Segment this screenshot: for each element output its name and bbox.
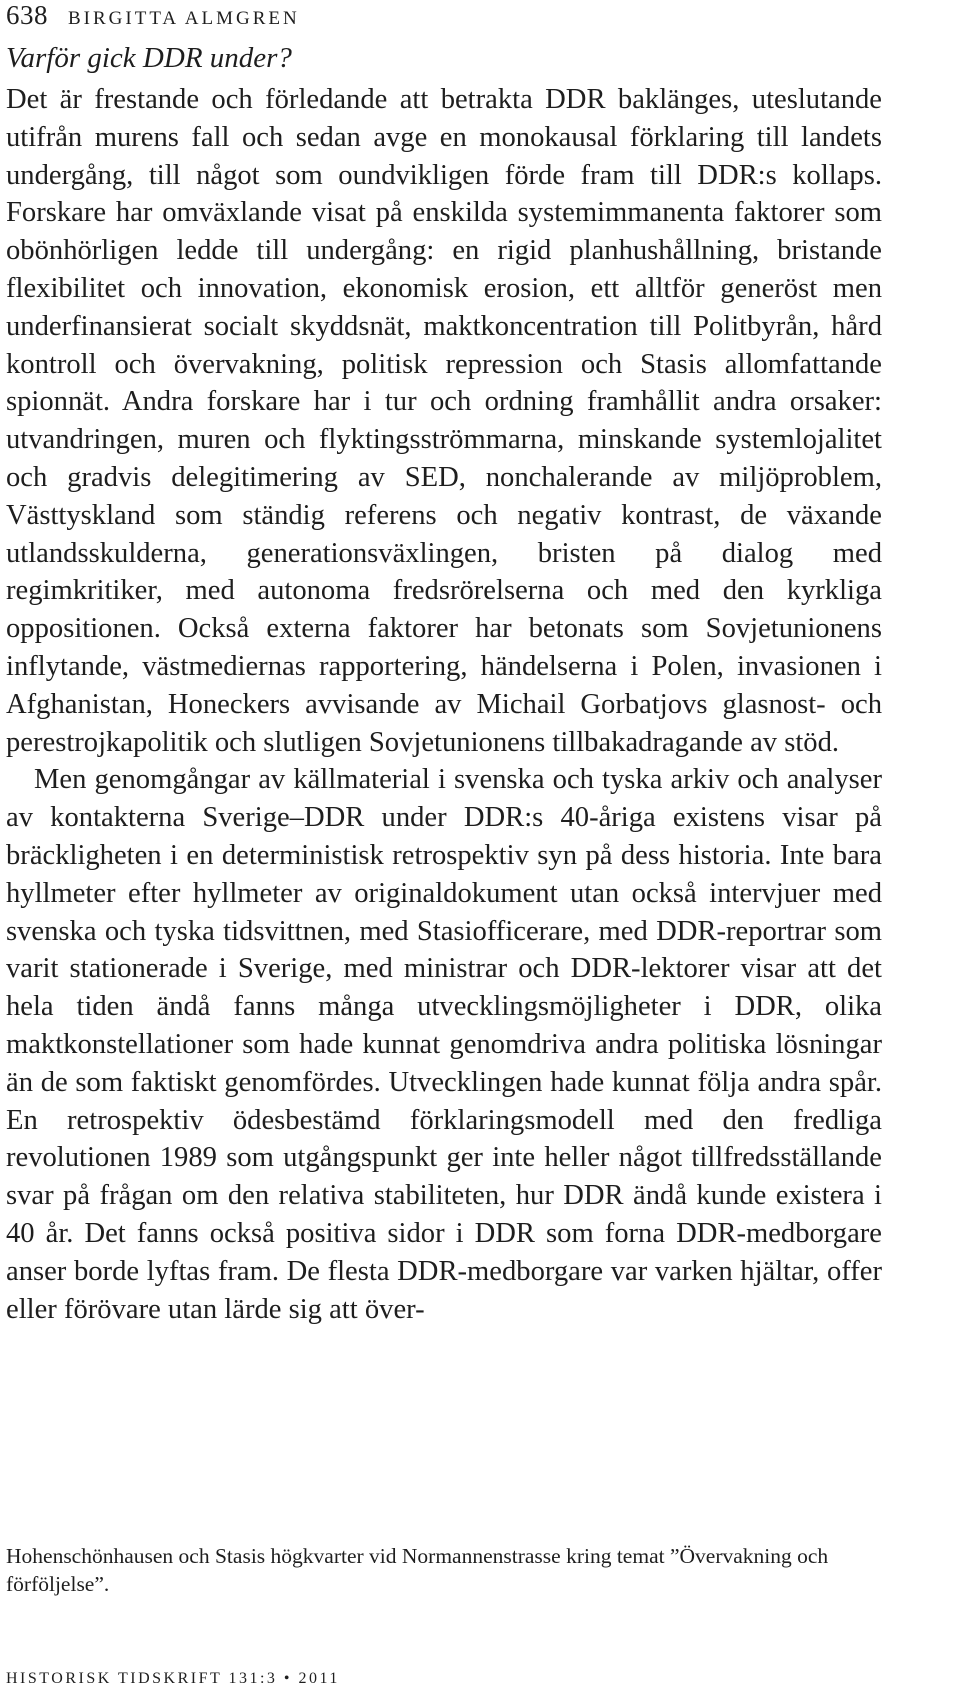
body-text xyxy=(6,81,882,1328)
page-header xyxy=(6,0,300,36)
section-heading: Varför gick DDR under? xyxy=(6,42,292,74)
page-footer: HISTORISK TIDSKRIFT 131:3 • 2011 xyxy=(6,1670,340,1687)
footnote: Hohenschönhausen och Stasis högkvarter vid Normannenstrasse kring temat ”Övervakning och förföljelse”. xyxy=(6,1544,829,1596)
paragraph-1: Det är frestande och förledande att betrakta DDR baklänges, uteslutande utifrån murens fall och sedan avge en monokausal förklaring till landets undergång, till något som oundvikligen förde fram till DDR:s kollaps. Forskare har omväxlande visat på enskilda systemimmanenta faktorer som obönhörligen ledde till undergång: en rigid planhushållning, bristande flexibilitet och innovation, ekonomisk erosion, ett alltför generöst men underfinansierat socialt skyddsnät, maktkoncentration till Politbyrån, hård kontroll och övervakning, politisk repression och Stasis allomfattande spionnät. Andra forskare har i tur och ordning framhållit andra orsaker: utvandringen, muren och flyktingsströmmarna, minskande systemlojalitet och gradvis delegitimering av SED, nonchalerande av miljöproblem, Västtyskland som ständig referens och negativ kontrast, de växande utlandsskulderna, generationsväxlingen, bristen på dialog med regimkritiker, med autonoma fredsrörelserna och med den kyrkliga oppositionen. Också externa faktorer har betonats som Sovjetunionens inflytande, västmediernas rapportering, händelserna i Polen, invasionen i Afghanistan, Honeckers avvisande av Michail Gorbatjovs glasnost- och perestrojkapolitik och slutligen Sovjetunionens tillbakadragande av stöd. xyxy=(6,84,882,758)
page-number: 638 xyxy=(6,0,48,30)
running-head-author: BIRGITTA ALMGREN xyxy=(68,8,300,29)
paragraph-2: Men genomgångar av källmaterial i svenska och tyska arkiv och analyser av kontakterna Sverige–DDR under DDR:s 40-åriga existens visar på bräckligheten i en deterministisk retrospektiv syn på dess historia. Inte bara hyllmeter efter hyllmeter av originaldokument utan också intervjuer med svenska och tyska tidsvittnen, med Stasiofficerare, med DDR-reportrar som varit stationerade i Sverige, med ministrar och DDR-lektorer visar att det hela tiden ändå fanns många utvecklingsmöjligheter i DDR, olika maktkonstellationer som hade kunnat genomdriva andra politiska lösningar än de som faktiskt genomfördes. Utvecklingen hade kunnat följa andra spår. En retrospektiv ödesbestämd förklaringsmodell med den fredliga revolutionen 1989 som utgångspunkt ger inte heller något tillfredsställande svar på frågan om den relativa stabiliteten, hur DDR ändå kunde existera i 40 år. Det fanns också positiva sidor i DDR som forna DDR-medborgare anser borde lyftas fram. De flesta DDR-medborgare var varken hjältar, offer eller förövare utan lärde sig att över- xyxy=(6,764,882,1325)
